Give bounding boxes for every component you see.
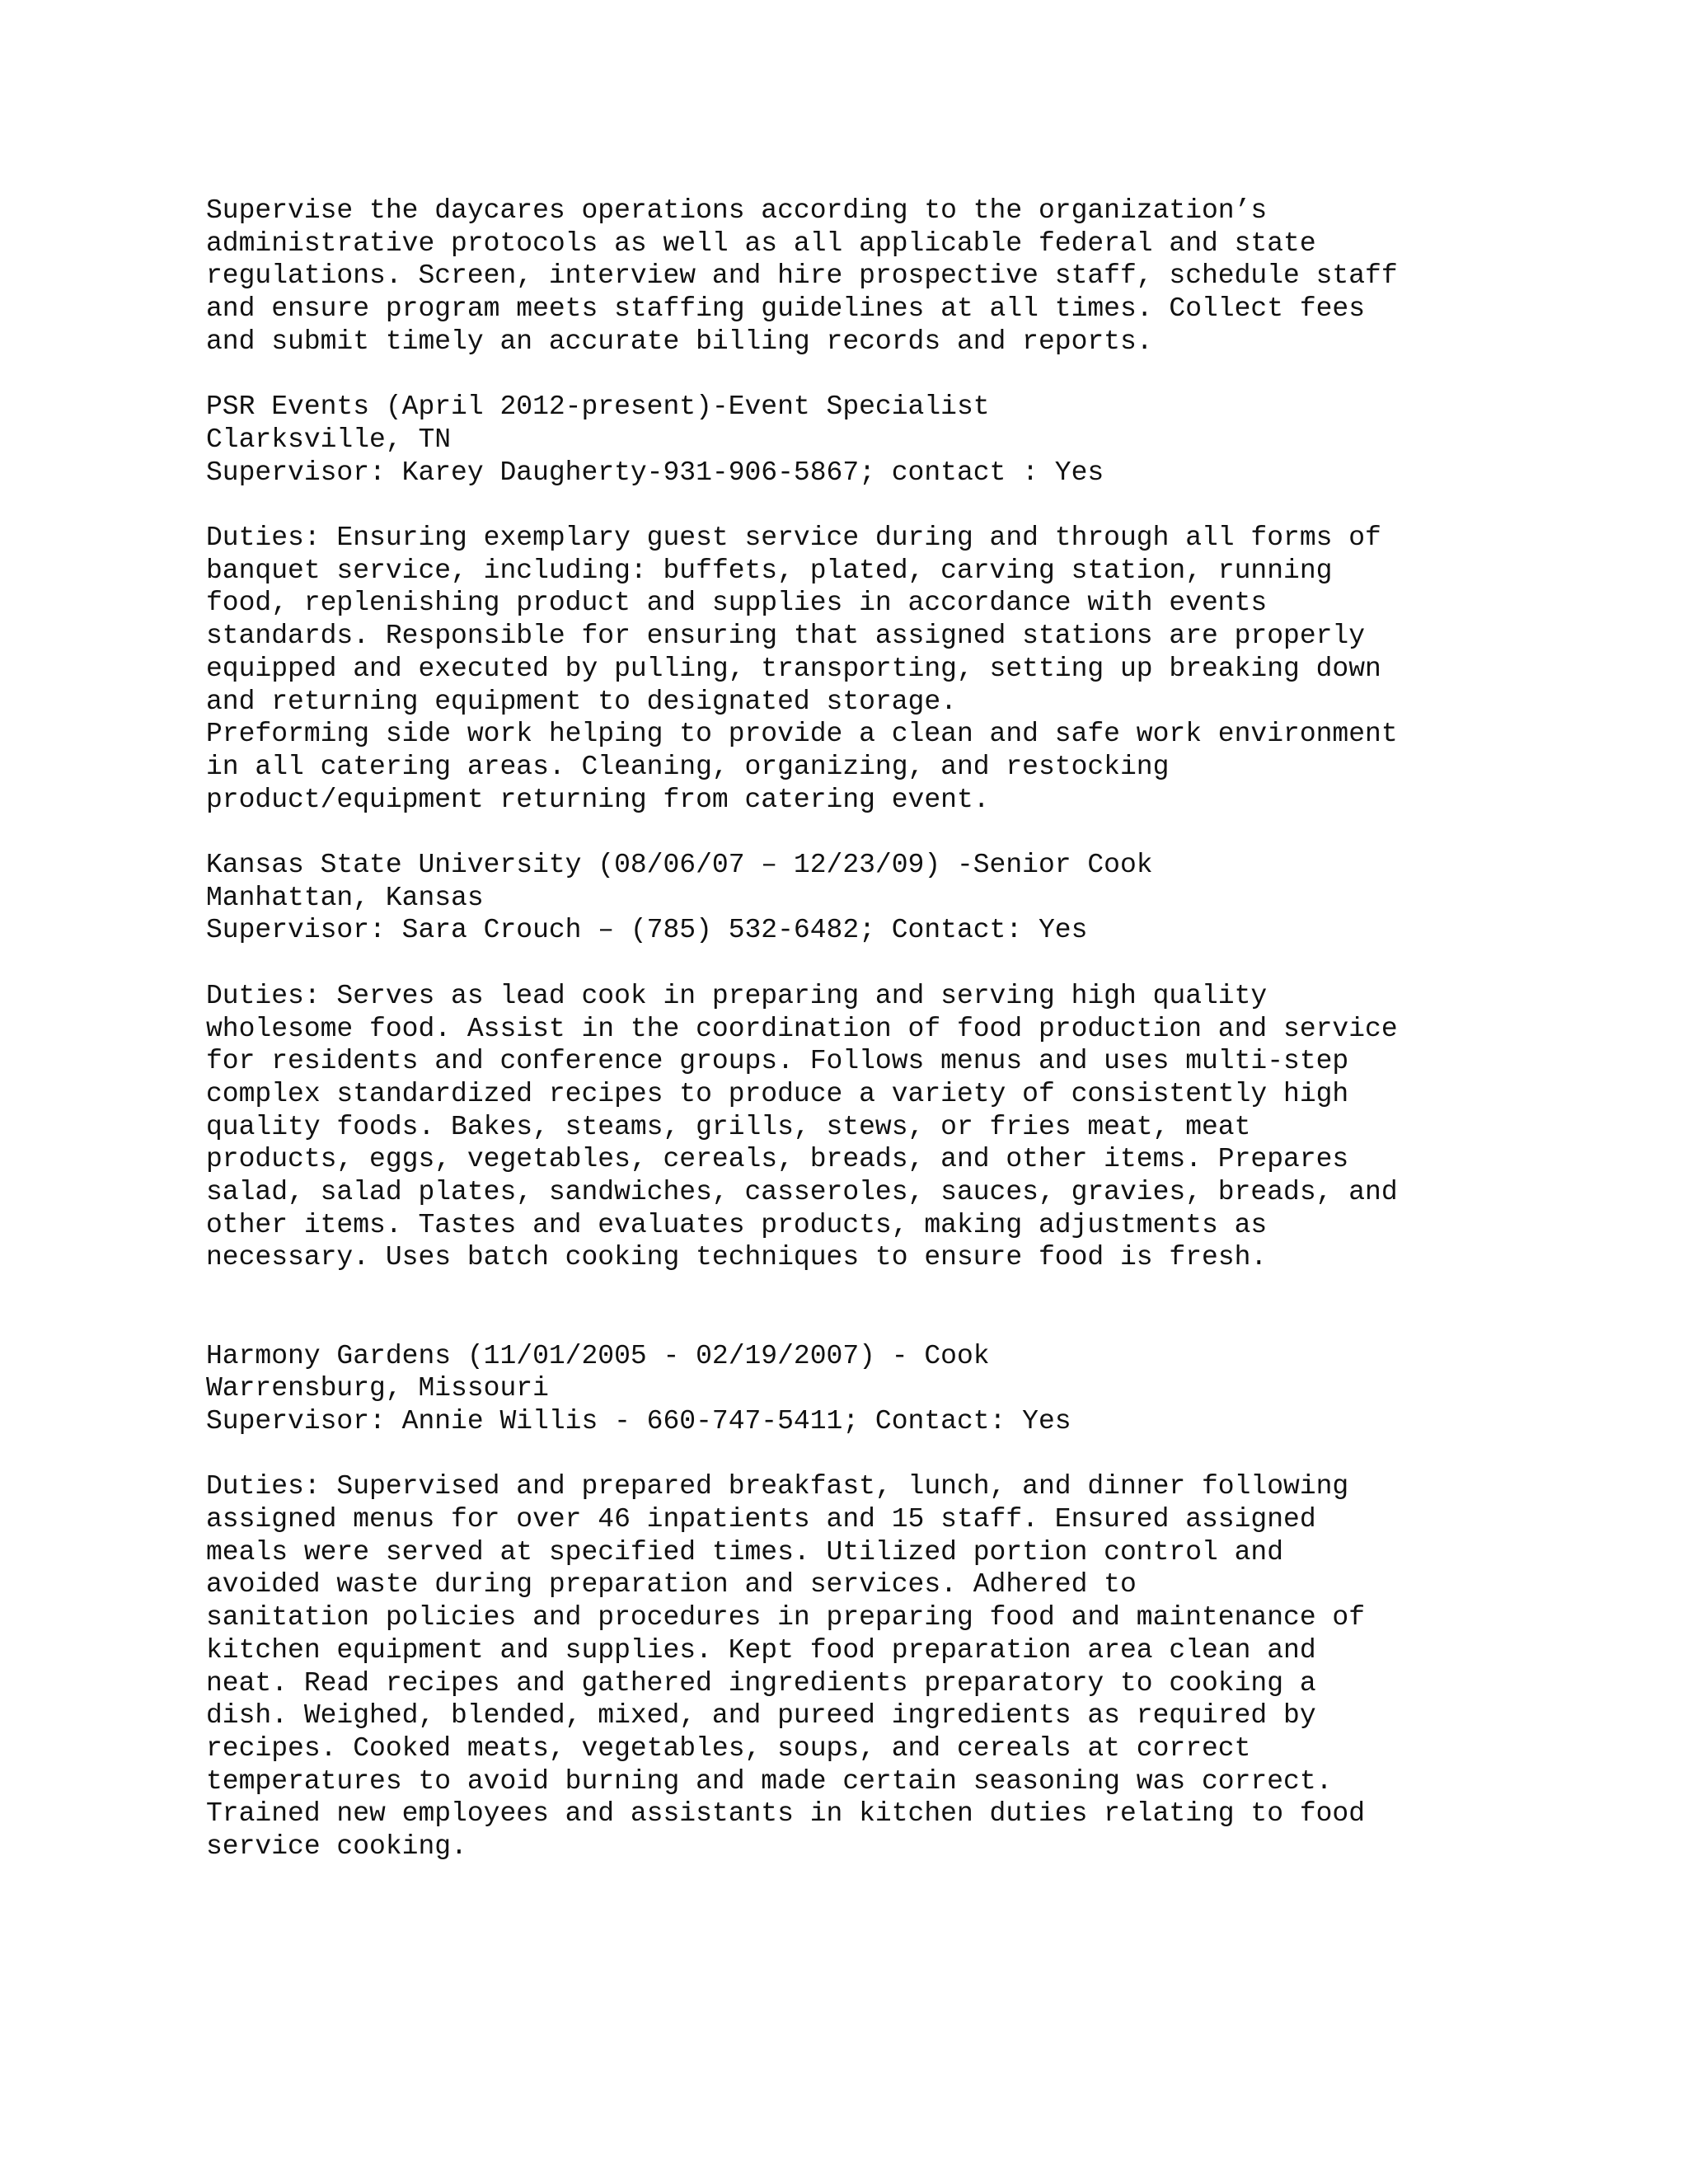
text-line: standards. Responsible for ensuring that assigned stations are properly <box>206 621 1366 652</box>
job-supervisor-line: Supervisor: Annie Willis - 660-747-5411; Contact: Yes <box>206 1405 1071 1436</box>
paragraph-spacer <box>206 947 1541 980</box>
job-header-harmony-gardens <box>206 1340 1541 1438</box>
text-line: quality foods. Bakes, steams, grills, stews, or fries meat, meat <box>206 1111 1251 1142</box>
paragraph-spacer <box>206 359 1541 391</box>
job-header-kansas-state <box>206 849 1541 947</box>
job-supervisor-line: Supervisor: Sara Crouch – (785) 532-6482; Contact: Yes <box>206 915 1088 946</box>
text-line: other items. Tastes and evaluates products, making adjustments as <box>206 1209 1268 1240</box>
text-line: Supervise the daycares operations according to the organization’s <box>206 195 1268 226</box>
text-line: salad, salad plates, sandwiches, casseroles, sauces, gravies, breads, and <box>206 1177 1398 1208</box>
paragraph-spacer <box>206 816 1541 849</box>
text-line: and submit timely an accurate billing records and reports. <box>206 326 1153 357</box>
text-line: Duties: Serves as lead cook in preparing and serving high quality <box>206 980 1268 1011</box>
text-line: assigned menus for over 46 inpatients and 15 staff. Ensured assigned <box>206 1504 1316 1535</box>
text-line: products, eggs, vegetables, cereals, breads, and other items. Prepares <box>206 1144 1349 1175</box>
job-duties-harmony-gardens <box>206 1470 1541 1863</box>
job-duties-kansas-state <box>206 980 1541 1274</box>
job-title-line: Kansas State University (08/06/07 – 12/23/09) -Senior Cook <box>206 850 1153 881</box>
text-line: Preforming side work helping to provide a clean and safe work environment <box>206 719 1398 750</box>
document-body <box>206 194 1541 1863</box>
text-line: Duties: Supervised and prepared breakfast, lunch, and dinner following <box>206 1471 1349 1502</box>
text-line: neat. Read recipes and gathered ingredients preparatory to cooking a <box>206 1667 1316 1699</box>
text-line: wholesome food. Assist in the coordination of food production and service <box>206 1013 1398 1044</box>
paragraph-spacer <box>206 1274 1541 1339</box>
text-line: for residents and conference groups. Follows menus and uses multi-step <box>206 1046 1349 1077</box>
text-line: equipped and executed by pulling, transporting, setting up breaking down <box>206 653 1381 684</box>
job-location-line: Manhattan, Kansas <box>206 882 484 913</box>
text-line: in all catering areas. Cleaning, organizing, and restocking <box>206 751 1170 782</box>
text-line: dish. Weighed, blended, mixed, and pureed ingredients as required by <box>206 1700 1316 1732</box>
job-title-line: Harmony Gardens (11/01/2005 - 02/19/2007) - Cook <box>206 1340 990 1371</box>
text-line: sanitation policies and procedures in preparing food and maintenance of <box>206 1602 1366 1633</box>
job-location-line: Warrensburg, Missouri <box>206 1373 549 1404</box>
text-line: and ensure program meets staffing guidelines at all times. Collect fees <box>206 293 1366 325</box>
job-supervisor-line: Supervisor: Karey Daugherty-931-906-5867; contact : Yes <box>206 457 1104 488</box>
text-line: banquet service, including: buffets, plated, carving station, running <box>206 555 1333 586</box>
text-line: complex standardized recipes to produce a variety of consistently high <box>206 1078 1349 1109</box>
text-line: regulations. Screen, interview and hire prospective staff, schedule staff <box>206 260 1398 292</box>
paragraph-spacer <box>206 1438 1541 1471</box>
text-line: necessary. Uses batch cooking techniques to ensure food is fresh. <box>206 1242 1268 1273</box>
job-location-line: Clarksville, TN <box>206 424 452 455</box>
text-line: service cooking. <box>206 1831 467 1863</box>
text-line: meals were served at specified times. Utilized portion control and <box>206 1536 1284 1568</box>
job-header-psr-events <box>206 391 1541 489</box>
text-line: kitchen equipment and supplies. Kept food preparation area clean and <box>206 1634 1316 1666</box>
intro-paragraph <box>206 194 1541 359</box>
job-title-line: PSR Events (April 2012-present)-Event Specialist <box>206 391 990 423</box>
text-line: product/equipment returning from catering event. <box>206 784 990 815</box>
text-line: Trained new employees and assistants in kitchen duties relating to food <box>206 1798 1366 1830</box>
paragraph-spacer <box>206 489 1541 522</box>
job-duties-psr-events <box>206 522 1541 816</box>
text-line: and returning equipment to designated storage. <box>206 686 957 717</box>
text-line: avoided waste during preparation and services. Adhered to <box>206 1569 1137 1601</box>
text-line: Duties: Ensuring exemplary guest service during and through all forms of <box>206 523 1381 553</box>
text-line: temperatures to avoid burning and made certain seasoning was correct. <box>206 1765 1333 1797</box>
text-line: administrative protocols as well as all applicable federal and state <box>206 227 1316 259</box>
text-line: food, replenishing product and supplies in accordance with events <box>206 588 1268 619</box>
text-line: recipes. Cooked meats, vegetables, soups, and cereals at correct <box>206 1732 1251 1764</box>
